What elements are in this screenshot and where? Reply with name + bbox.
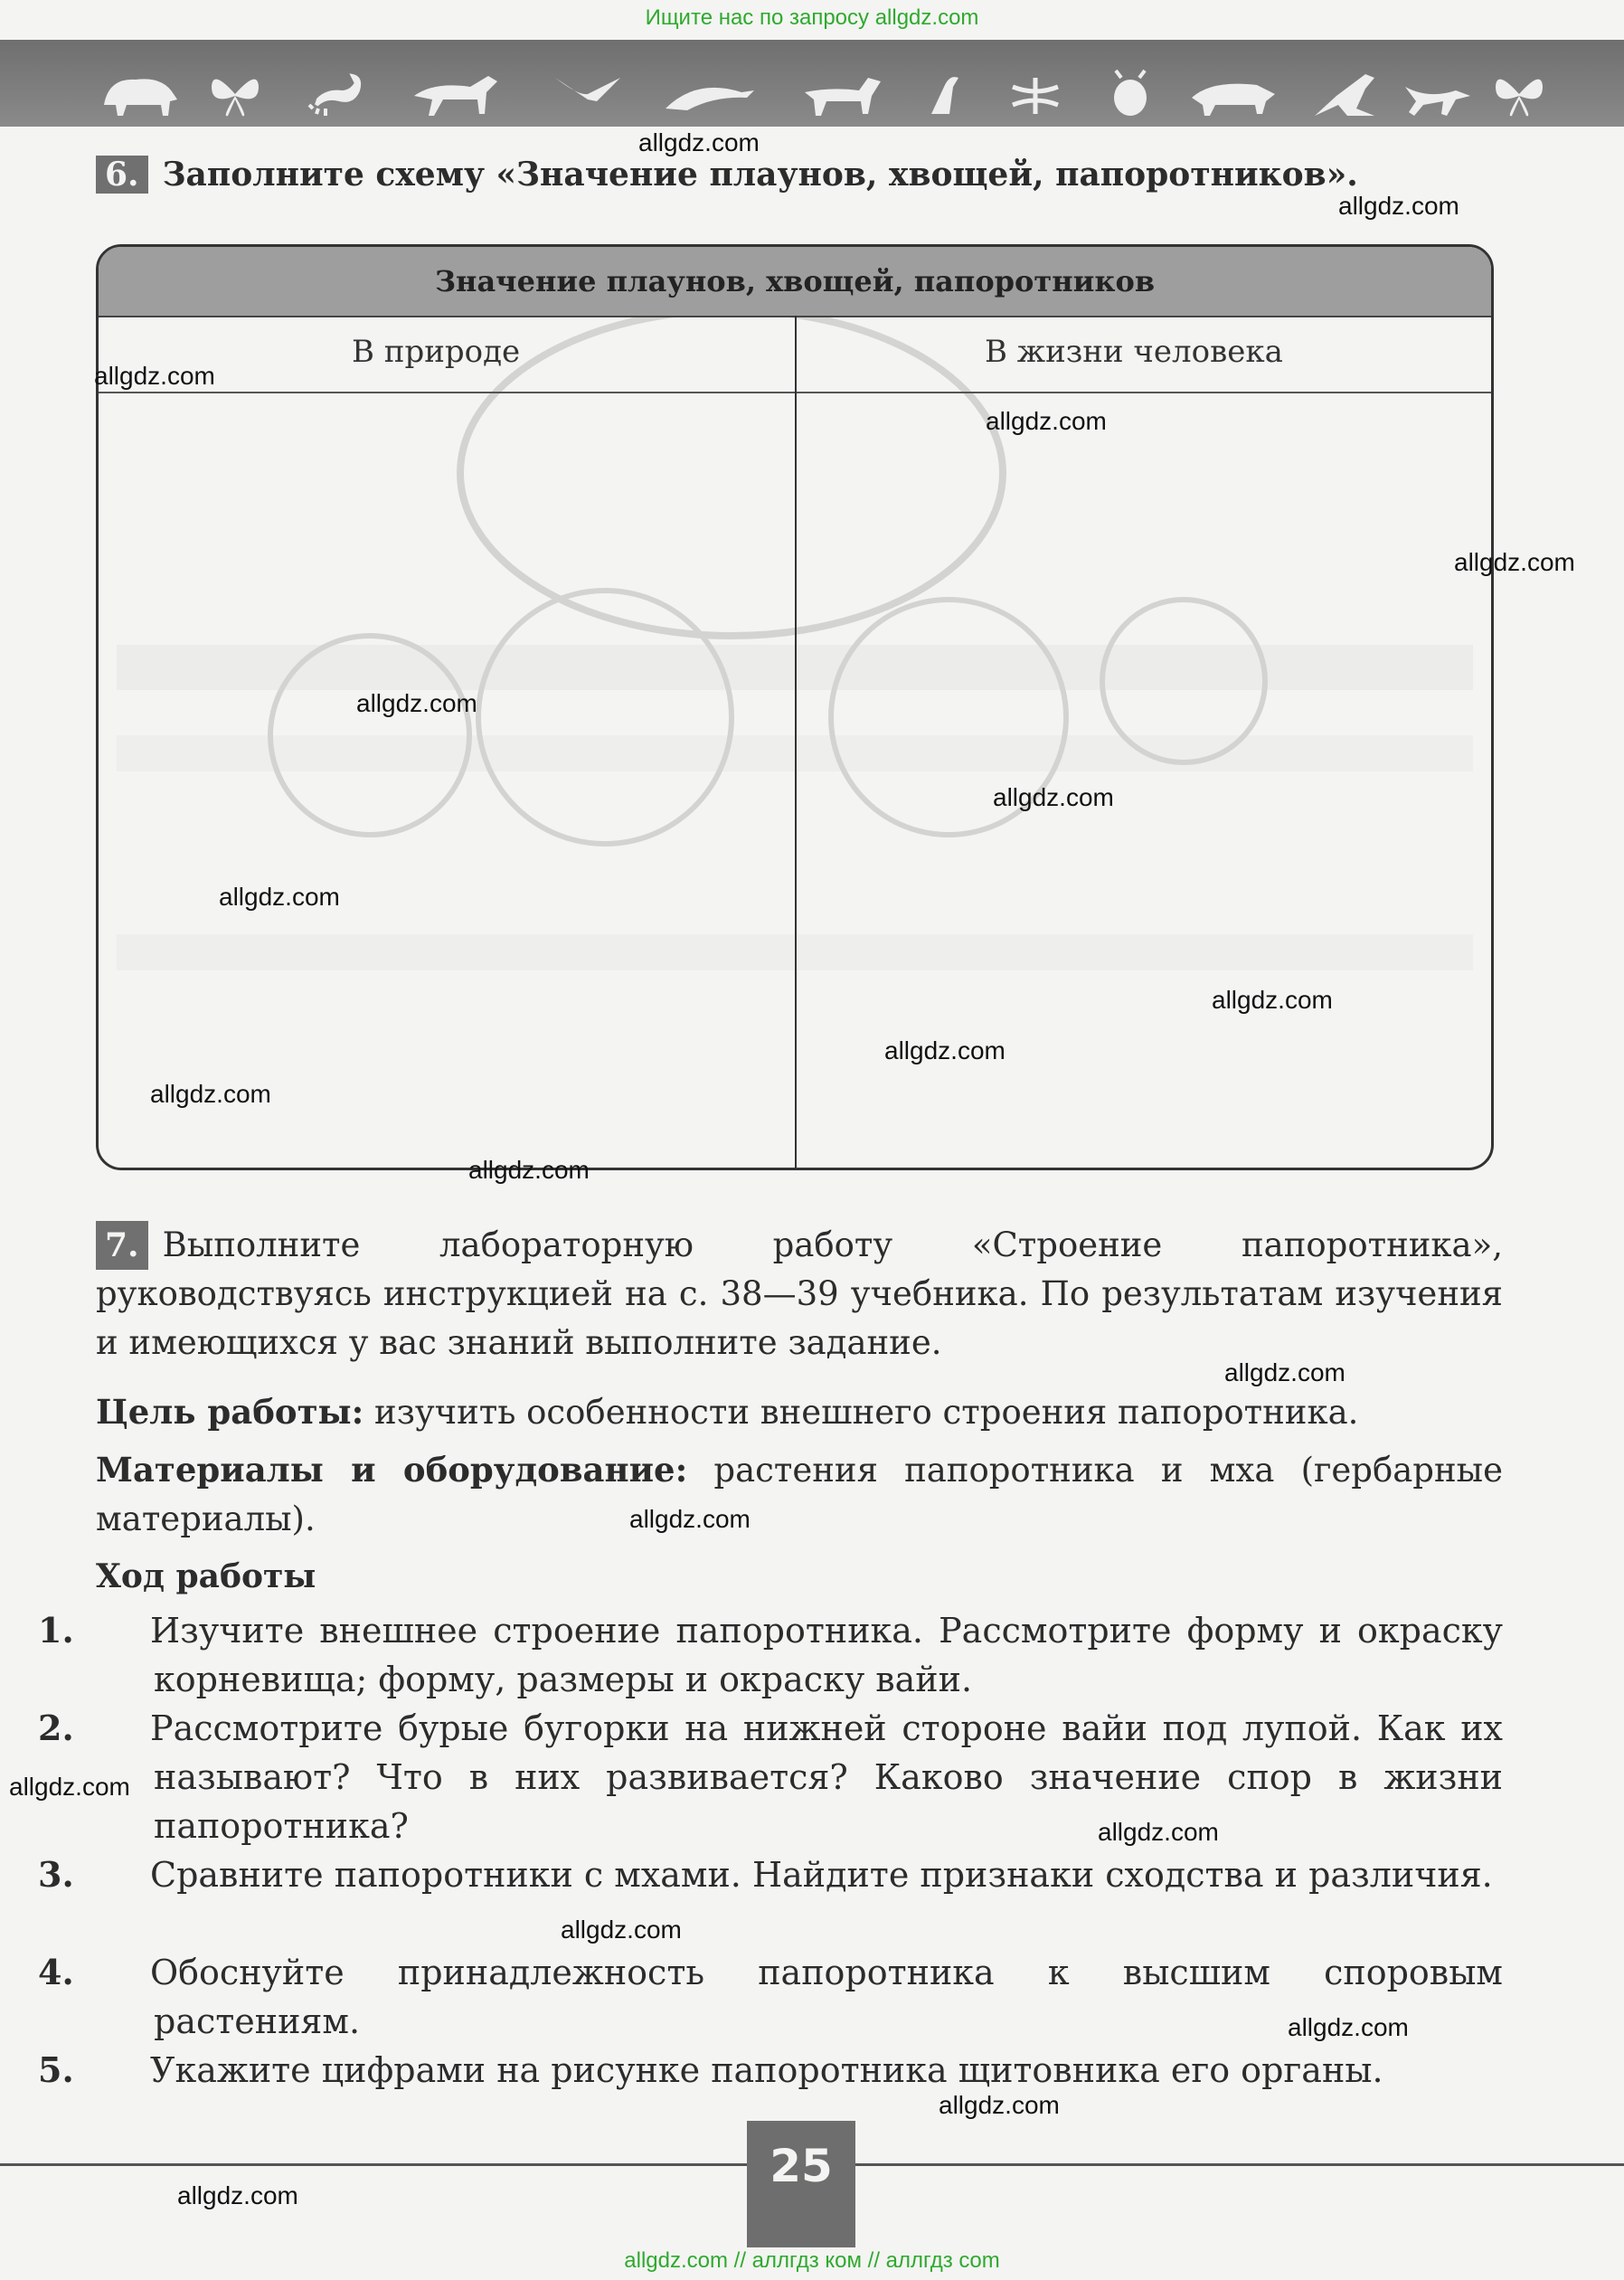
- bird-icon: [922, 69, 968, 119]
- page-number: 25: [747, 2121, 855, 2247]
- step-5-text: Укажите цифрами на рисунке папоротника щитовника его органы.: [150, 2050, 1383, 2090]
- procedure-heading: Ход работы: [96, 1557, 316, 1595]
- task-7-paragraph: [96, 1221, 1503, 1367]
- column-divider: [795, 316, 797, 1168]
- watermark: allgdz.com: [219, 883, 340, 911]
- watermark: allgdz.com: [638, 128, 760, 156]
- watermark: allgdz.com: [1288, 2013, 1409, 2041]
- watermark: allgdz.com: [1338, 192, 1459, 220]
- banner-animals: [99, 69, 1510, 119]
- task-6-number: 6.: [96, 156, 148, 194]
- watermark: allgdz.com: [9, 1773, 130, 1801]
- top-note: Ищите нас по запросу allgdz.com: [645, 5, 979, 30]
- watermark: allgdz.com: [993, 783, 1114, 811]
- materials-text: растения папоротника и мха (гербарные материалы).: [96, 1451, 1503, 1538]
- task-7-number: 7.: [96, 1221, 148, 1270]
- bird-icon: [552, 69, 624, 119]
- butterfly-icon: [1492, 69, 1546, 119]
- step-4-text: Обоснуйте принадлежность папоротника к высшим споровым растениям.: [150, 1953, 1503, 2041]
- watermark: allgdz.com: [177, 2181, 298, 2209]
- goal-line: [96, 1387, 1503, 1437]
- step-1-text: Изучите внешнее строение папоротника. Рассмотрите форму и окраску корневища; форму, размеры и окраску вайи.: [150, 1611, 1503, 1699]
- goal-text: изучить особенности внешнего строения папоротника.: [374, 1393, 1359, 1432]
- horse-icon: [407, 69, 506, 119]
- watermark: allgdz.com: [150, 1080, 271, 1108]
- step-2-number: 2.: [38, 1708, 74, 1748]
- step-4-number: 4.: [38, 1952, 74, 1992]
- bison-icon: [99, 69, 181, 119]
- scorpion-icon: [307, 69, 371, 119]
- butterfly-icon: [208, 69, 262, 119]
- step-1: [38, 1606, 1503, 1704]
- boar-icon: [1185, 69, 1284, 119]
- step-3: [38, 1850, 1503, 1899]
- step-5: [38, 2046, 1503, 2095]
- bottom-note: allgdz.com // аллгдз ком // аллгдз com: [624, 2248, 1000, 2273]
- watermark: allgdz.com: [986, 407, 1107, 435]
- task-7-text: Выполните лабораторную работу «Строение папоротника», руководствуясь инструкцией на с. 38—39 учебника. По результатам изучения и имеющихся у вас знаний выполните задание.: [96, 1225, 1503, 1362]
- watermark: allgdz.com: [94, 362, 215, 390]
- watermark: allgdz.com: [1454, 548, 1575, 576]
- beetle-icon: [1103, 69, 1157, 119]
- running-animal-icon: [1402, 69, 1474, 119]
- step-3-number: 3.: [38, 1854, 74, 1895]
- column-header-nature: В природе: [352, 334, 521, 370]
- watermark: allgdz.com: [1212, 986, 1333, 1014]
- watermark: allgdz.com: [561, 1916, 682, 1944]
- table-title: Значение плаунов, хвощей, папоротников: [99, 247, 1491, 317]
- watermark: allgdz.com: [629, 1505, 751, 1533]
- column-header-human-life: В жизни человека: [985, 334, 1283, 370]
- step-1-number: 1.: [38, 1610, 74, 1651]
- dolphin-icon: [660, 69, 760, 119]
- materials-label: Материалы и оборудование:: [96, 1450, 688, 1490]
- watermark: allgdz.com: [1098, 1818, 1219, 1846]
- significance-table: [96, 244, 1494, 1170]
- step-2-text: Рассмотрите бурые бугорки на нижней стороне вайи под лупой. Как их называют? Что в них развивается? Каково значение спор в жизни папоротника?: [150, 1708, 1503, 1846]
- step-3-text: Сравните папоротники с мхами. Найдите признаки сходства и различия.: [150, 1855, 1493, 1895]
- watermark: allgdz.com: [1224, 1358, 1345, 1386]
- insect-icon: [1004, 69, 1067, 119]
- watermark: allgdz.com: [468, 1156, 590, 1184]
- task-6-text: Заполните схему «Значение плаунов, хвощей, папоротников».: [162, 156, 1358, 194]
- moose-icon: [796, 69, 886, 119]
- watermark: allgdz.com: [884, 1036, 1006, 1064]
- kangaroo-icon: [1311, 69, 1383, 119]
- materials-line: [96, 1445, 1503, 1544]
- task-6-line: [96, 156, 1358, 194]
- watermark: allgdz.com: [939, 2091, 1060, 2119]
- watermark: allgdz.com: [356, 689, 477, 717]
- step-5-number: 5.: [38, 2049, 74, 2090]
- goal-label: Цель работы:: [96, 1392, 364, 1432]
